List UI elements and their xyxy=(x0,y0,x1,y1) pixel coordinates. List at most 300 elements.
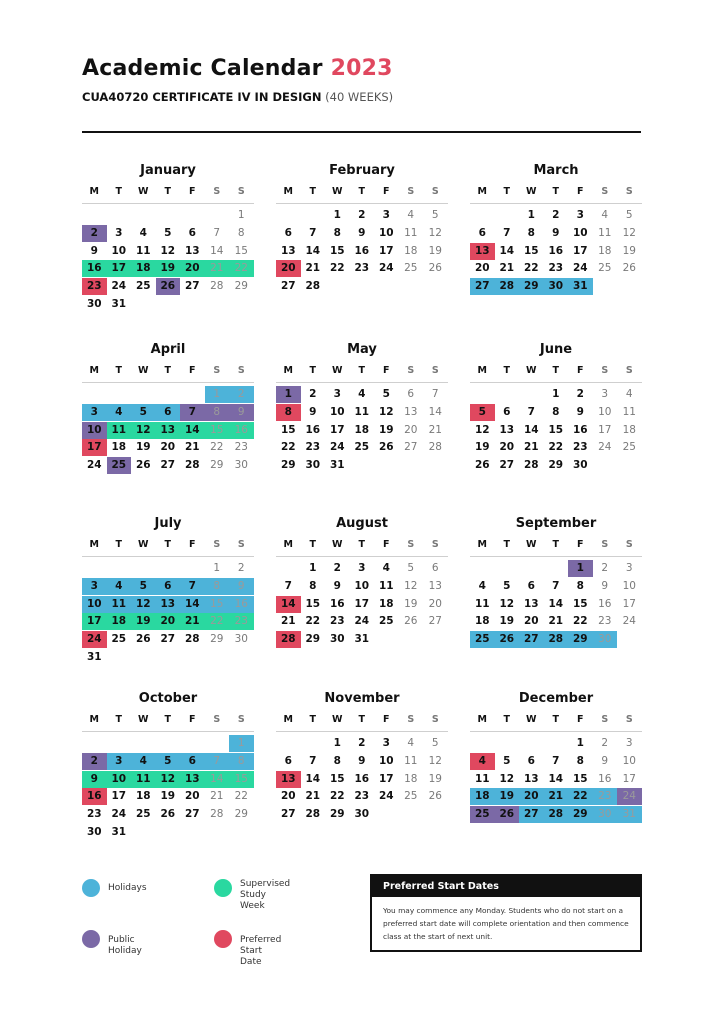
calendar-day: 31 xyxy=(329,459,345,472)
weekday-header: T xyxy=(552,186,559,197)
weekday-header: S xyxy=(213,186,221,197)
calendar-day: 15 xyxy=(205,596,230,613)
calendar-day: 16 xyxy=(572,423,588,436)
calendar-day: 2 xyxy=(309,388,317,400)
calendar-day: 3 xyxy=(333,388,341,400)
weekday-header: T xyxy=(503,714,510,725)
calendar-day: 27 xyxy=(519,806,544,823)
weekday-header: T xyxy=(552,365,559,376)
calendar-day: 11 xyxy=(474,597,490,610)
calendar-day: 2 xyxy=(333,562,341,574)
calendar-day: 28 xyxy=(184,633,200,646)
calendar-day: 20 xyxy=(184,790,200,803)
calendar-day: 1 xyxy=(333,209,341,221)
calendar-day: 23 xyxy=(354,790,370,803)
weekday-header: T xyxy=(309,186,316,197)
calendar-day: 14 xyxy=(548,597,564,610)
calendar-day: 1 xyxy=(333,737,341,749)
weekday-header: F xyxy=(577,539,584,550)
calendar-day: 8 xyxy=(309,579,317,592)
calendar-day: 22 xyxy=(329,790,345,803)
weekday-header: T xyxy=(552,539,559,550)
calendar-day: 9 xyxy=(358,754,366,767)
calendar-day: 3 xyxy=(358,562,366,574)
calendar-day: 10 xyxy=(378,754,394,767)
calendar-day: 26 xyxy=(428,262,442,275)
weekday-header: S xyxy=(431,714,439,725)
calendar-day: 16 xyxy=(305,423,321,436)
calendar-day: 11 xyxy=(404,754,418,767)
calendar-day: 26 xyxy=(135,459,151,472)
calendar-day: 23 xyxy=(82,278,107,295)
calendar-day: 22 xyxy=(305,615,321,628)
calendar-day: 9 xyxy=(333,579,341,592)
calendar-day: 18 xyxy=(622,423,636,436)
calendar-day: 20 xyxy=(404,423,418,436)
calendar-day: 12 xyxy=(474,423,490,436)
calendar-day: 18 xyxy=(135,790,151,803)
calendar-day: 16 xyxy=(598,772,612,785)
calendar-day: 25 xyxy=(404,262,418,275)
calendar-day: 1 xyxy=(576,737,584,749)
calendar-day: 24 xyxy=(86,459,102,472)
calendar-day: 18 xyxy=(474,615,490,628)
calendar-day: 21 xyxy=(544,788,569,805)
calendar-day: 3 xyxy=(625,737,633,749)
calendar-day: 25 xyxy=(404,790,418,803)
calendar-day: 26 xyxy=(135,633,151,646)
calendar-day: 25 xyxy=(622,441,636,454)
holiday-swatch-icon xyxy=(82,879,100,897)
calendar-day: 2 xyxy=(82,225,107,242)
calendar-day: 30 xyxy=(593,806,618,823)
weekday-header: F xyxy=(189,539,196,550)
calendar-day: 18 xyxy=(404,244,418,257)
page-title xyxy=(82,56,393,81)
calendar-day: 18 xyxy=(378,597,394,610)
weekday-header: T xyxy=(115,186,122,197)
month-name: June xyxy=(539,342,573,357)
calendar-day: 23 xyxy=(548,262,564,275)
calendar-day: 28 xyxy=(184,459,200,472)
calendar-day: 17 xyxy=(378,772,394,785)
calendar-day: 3 xyxy=(601,388,609,400)
calendar-day: 11 xyxy=(131,771,156,788)
weekday-header: T xyxy=(358,365,365,376)
calendar-day: 6 xyxy=(156,404,181,421)
calendar-day: 5 xyxy=(431,209,439,221)
calendar-day: 1 xyxy=(527,209,535,221)
calendar-day: 27 xyxy=(499,459,515,472)
calendar-day: 20 xyxy=(160,441,176,454)
calendar-day: 6 xyxy=(284,754,292,767)
calendar-day: 30 xyxy=(572,459,588,472)
calendar-day: 24 xyxy=(354,615,370,628)
calendar-day: 28 xyxy=(276,631,301,648)
weekday-header: S xyxy=(407,539,415,550)
calendar-day: 6 xyxy=(180,753,205,770)
calendar-day: 24 xyxy=(378,790,394,803)
calendar-day: 9 xyxy=(229,578,254,595)
calendar-day: 4 xyxy=(407,737,415,749)
calendar-day: 20 xyxy=(474,262,490,275)
weekday-header: W xyxy=(526,539,537,550)
month-divider xyxy=(276,731,448,732)
legend-preferred-label: Preferred Start Date xyxy=(240,935,282,967)
course-weeks: (40 WEEKS) xyxy=(325,90,394,104)
month-name: November xyxy=(324,691,400,706)
weekday-header: T xyxy=(358,186,365,197)
calendar-day: 22 xyxy=(205,613,230,630)
calendar-day: 24 xyxy=(82,631,107,648)
calendar-day: 17 xyxy=(82,613,107,630)
month-divider xyxy=(82,203,254,204)
weekday-header: W xyxy=(526,714,537,725)
month-name: April xyxy=(150,342,186,357)
calendar-day: 13 xyxy=(523,772,539,785)
weekday-header: T xyxy=(164,539,171,550)
weekday-header: F xyxy=(189,186,196,197)
weekday-header: T xyxy=(309,539,316,550)
legend-public-holiday-label: Public Holiday xyxy=(108,935,142,956)
calendar-day: 1 xyxy=(309,562,317,574)
calendar-day: 3 xyxy=(625,562,633,574)
course-code: CUA40720 CERTIFICATE IV IN DESIGN xyxy=(82,90,322,104)
calendar-day: 23 xyxy=(234,441,248,454)
calendar-day: 10 xyxy=(622,754,636,767)
calendar-day: 12 xyxy=(404,579,418,592)
calendar-day: 12 xyxy=(131,422,156,439)
calendar-day: 28 xyxy=(523,459,539,472)
calendar-day: 18 xyxy=(107,613,132,630)
calendar-day: 22 xyxy=(548,441,564,454)
calendar-day: 15 xyxy=(205,422,230,439)
calendar-day: 31 xyxy=(617,806,642,823)
calendar-day: 28 xyxy=(495,278,520,295)
calendar-day: 30 xyxy=(329,633,345,646)
weekday-header: M xyxy=(477,186,487,197)
calendar-day: 15 xyxy=(329,244,345,257)
calendar-day: 15 xyxy=(548,423,564,436)
weekday-header: T xyxy=(309,714,316,725)
calendar-day: 29 xyxy=(568,631,593,648)
calendar-day: 26 xyxy=(404,615,418,628)
calendar-day: 26 xyxy=(160,808,176,821)
calendar-day: 14 xyxy=(499,244,515,257)
weekday-header: W xyxy=(332,365,343,376)
calendar-day: 6 xyxy=(503,405,511,418)
calendar-day: 5 xyxy=(503,579,511,592)
weekday-header: S xyxy=(407,186,415,197)
calendar-day: 9 xyxy=(90,244,98,257)
calendar-day: 19 xyxy=(428,244,442,257)
weekday-header: M xyxy=(89,365,99,376)
calendar-day: 24 xyxy=(572,262,588,275)
calendar-day: 7 xyxy=(552,754,560,767)
calendar-day: 15 xyxy=(234,244,248,257)
calendar-day: 25 xyxy=(107,457,132,474)
weekday-header: F xyxy=(189,714,196,725)
calendar-day: 18 xyxy=(354,423,370,436)
calendar-day: 30 xyxy=(354,808,370,821)
weekday-header: S xyxy=(431,186,439,197)
calendar-day: 24 xyxy=(378,262,394,275)
calendar-day: 17 xyxy=(111,790,127,803)
weekday-header: M xyxy=(89,539,99,550)
weekday-header: T xyxy=(115,539,122,550)
calendar-day: 3 xyxy=(107,753,132,770)
calendar-day: 19 xyxy=(428,772,442,785)
calendar-day: 6 xyxy=(431,562,439,574)
calendar-day: 27 xyxy=(404,441,418,454)
weekday-header: S xyxy=(237,714,245,725)
calendar-day: 29 xyxy=(280,459,296,472)
calendar-day: 31 xyxy=(111,826,127,838)
calendar-day: 5 xyxy=(625,209,633,221)
calendar-day: 8 xyxy=(527,226,535,239)
header-divider xyxy=(82,131,641,133)
weekday-header: M xyxy=(477,714,487,725)
calendar-day: 8 xyxy=(205,578,230,595)
calendar-day: 29 xyxy=(568,806,593,823)
calendar-day: 11 xyxy=(107,422,132,439)
calendar-day: 9 xyxy=(601,754,609,767)
calendar-day: 23 xyxy=(593,788,618,805)
calendar-day: 10 xyxy=(622,579,636,592)
weekday-header: S xyxy=(601,714,609,725)
calendar-day: 28 xyxy=(544,806,569,823)
calendar-day: 7 xyxy=(552,579,560,592)
calendar-day: 22 xyxy=(329,262,345,275)
calendar-day: 20 xyxy=(276,260,301,277)
calendar-day: 15 xyxy=(305,597,321,610)
calendar-day: 3 xyxy=(576,209,584,221)
calendar-day: 31 xyxy=(111,298,127,310)
weekday-header: F xyxy=(577,186,584,197)
calendar-day: 29 xyxy=(210,459,224,472)
weekday-header: W xyxy=(332,539,343,550)
calendar-day: 5 xyxy=(431,737,439,749)
calendar-day: 21 xyxy=(184,441,200,454)
calendar-day: 18 xyxy=(404,772,418,785)
calendar-day: 30 xyxy=(234,459,248,472)
month-divider xyxy=(470,382,642,383)
calendar-day: 6 xyxy=(156,578,181,595)
calendar-day: 27 xyxy=(280,280,296,293)
calendar-day: 20 xyxy=(180,260,205,277)
calendar-day: 5 xyxy=(470,404,495,421)
calendar-day: 28 xyxy=(210,280,224,293)
calendar-day: 31 xyxy=(354,633,370,646)
calendar-day: 25 xyxy=(470,806,495,823)
weekday-header: S xyxy=(625,365,633,376)
calendar-day: 7 xyxy=(213,226,221,239)
calendar-day: 21 xyxy=(523,441,539,454)
weekday-header: M xyxy=(477,539,487,550)
weekday-header: S xyxy=(237,365,245,376)
weekday-header: M xyxy=(283,714,293,725)
calendar-day: 2 xyxy=(552,209,560,221)
weekday-header: F xyxy=(383,714,390,725)
weekday-header: F xyxy=(189,365,196,376)
calendar-day: 10 xyxy=(378,226,394,239)
calendar-day: 24 xyxy=(598,441,612,454)
weekday-header: S xyxy=(237,539,245,550)
calendar-day: 13 xyxy=(276,771,301,788)
calendar-day: 3 xyxy=(382,737,390,749)
calendar-day: 12 xyxy=(622,226,636,239)
calendar-day: 22 xyxy=(280,441,296,454)
weekday-header: T xyxy=(115,365,122,376)
calendar-day: 16 xyxy=(598,597,612,610)
calendar-day: 8 xyxy=(205,404,230,421)
calendar-day: 14 xyxy=(548,772,564,785)
calendar-day: 23 xyxy=(354,262,370,275)
calendar-day: 14 xyxy=(180,422,205,439)
calendar-day: 24 xyxy=(329,441,345,454)
calendar-day: 2 xyxy=(358,209,366,221)
calendar-day: 5 xyxy=(156,753,181,770)
calendar-day: 15 xyxy=(572,772,588,785)
calendar-day: 1 xyxy=(229,735,254,752)
calendar-day: 23 xyxy=(598,615,612,628)
calendar-day: 8 xyxy=(552,405,560,418)
weekday-header: W xyxy=(138,365,149,376)
calendar-day: 8 xyxy=(276,404,301,421)
month-name: October xyxy=(138,691,198,706)
legend-study-label: Supervised Study Week xyxy=(240,879,291,911)
calendar-day: 10 xyxy=(82,596,107,613)
weekday-header: T xyxy=(309,365,316,376)
calendar-day: 21 xyxy=(280,615,296,628)
calendar-day: 23 xyxy=(86,808,102,821)
calendar-day: 11 xyxy=(107,596,132,613)
calendar-day: 13 xyxy=(180,771,205,788)
calendar-day: 25 xyxy=(470,631,495,648)
weekday-header: T xyxy=(164,365,171,376)
calendar-day: 4 xyxy=(139,226,147,239)
calendar-day: 4 xyxy=(478,579,486,592)
calendar-day: 9 xyxy=(358,226,366,239)
calendar-day: 13 xyxy=(470,243,495,260)
calendar-day: 15 xyxy=(229,771,254,788)
calendar-day: 4 xyxy=(382,562,390,574)
calendar-day: 14 xyxy=(523,423,539,436)
calendar-day: 2 xyxy=(576,388,584,400)
calendar-day: 4 xyxy=(601,209,609,221)
calendar-day: 1 xyxy=(552,388,560,400)
weekday-header: S xyxy=(601,186,609,197)
weekday-header: S xyxy=(407,365,415,376)
calendar-day: 19 xyxy=(131,613,156,630)
calendar-day: 18 xyxy=(111,441,127,454)
calendar-day: 12 xyxy=(499,772,515,785)
calendar-day: 24 xyxy=(622,615,636,628)
calendar-day: 24 xyxy=(111,808,127,821)
weekday-header: M xyxy=(283,365,293,376)
calendar-day: 10 xyxy=(598,405,612,418)
calendar-day: 7 xyxy=(309,226,317,239)
calendar-day: 21 xyxy=(205,260,230,277)
calendar-day: 13 xyxy=(428,579,442,592)
calendar-day: 16 xyxy=(82,260,107,277)
calendar-day: 7 xyxy=(180,578,205,595)
calendar-day: 24 xyxy=(111,280,127,293)
calendar-day: 29 xyxy=(305,633,321,646)
calendar-day: 25 xyxy=(135,808,151,821)
calendar-day: 15 xyxy=(280,423,296,436)
calendar-day: 12 xyxy=(156,771,181,788)
calendar-day: 2 xyxy=(358,737,366,749)
calendar-day: 16 xyxy=(354,772,370,785)
calendar-day: 10 xyxy=(82,422,107,439)
calendar-day: 19 xyxy=(135,441,151,454)
calendar-day: 17 xyxy=(378,244,394,257)
calendar-day: 4 xyxy=(407,209,415,221)
weekday-header: T xyxy=(358,539,365,550)
calendar-day: 12 xyxy=(131,596,156,613)
calendar-day: 20 xyxy=(499,441,515,454)
calendar-day: 24 xyxy=(617,788,642,805)
weekday-header: W xyxy=(332,186,343,197)
calendar-day: 19 xyxy=(404,597,418,610)
weekday-header: M xyxy=(89,714,99,725)
weekday-header: S xyxy=(431,365,439,376)
month-divider xyxy=(276,556,448,557)
calendar-day: 6 xyxy=(407,388,415,400)
calendar-day: 30 xyxy=(234,633,248,646)
calendar-day: 9 xyxy=(309,405,317,418)
calendar-day: 16 xyxy=(229,596,254,613)
calendar-day: 27 xyxy=(428,615,442,628)
calendar-day: 6 xyxy=(527,579,535,592)
calendar-day: 29 xyxy=(548,459,564,472)
calendar-day: 22 xyxy=(568,788,593,805)
calendar-day: 8 xyxy=(229,753,254,770)
weekday-header: T xyxy=(503,365,510,376)
calendar-day: 15 xyxy=(329,772,345,785)
calendar-day: 22 xyxy=(572,615,588,628)
calendar-day: 16 xyxy=(82,788,107,805)
calendar-day: 26 xyxy=(428,790,442,803)
weekday-header: W xyxy=(332,714,343,725)
weekday-header: W xyxy=(138,186,149,197)
calendar-day: 21 xyxy=(548,615,564,628)
calendar-day: 21 xyxy=(499,262,515,275)
calendar-day: 30 xyxy=(305,459,321,472)
calendar-day: 22 xyxy=(234,790,248,803)
calendar-day: 27 xyxy=(160,633,176,646)
calendar-day: 8 xyxy=(333,754,341,767)
weekday-header: T xyxy=(358,714,365,725)
weekday-header: T xyxy=(164,714,171,725)
weekday-header: F xyxy=(383,365,390,376)
calendar-day: 15 xyxy=(523,244,539,257)
month-name: February xyxy=(329,163,395,178)
preferred-swatch-icon xyxy=(214,930,232,948)
calendar-day: 7 xyxy=(180,404,205,421)
weekday-header: M xyxy=(283,539,293,550)
weekday-header: S xyxy=(601,365,609,376)
calendar-day: 6 xyxy=(188,226,196,239)
calendar-day: 21 xyxy=(305,790,321,803)
calendar-day: 25 xyxy=(598,262,612,275)
calendar-day: 11 xyxy=(354,405,370,418)
study-swatch-icon xyxy=(214,879,232,897)
month-divider xyxy=(82,731,254,732)
calendar-day: 11 xyxy=(378,579,394,592)
calendar-day: 11 xyxy=(474,772,490,785)
